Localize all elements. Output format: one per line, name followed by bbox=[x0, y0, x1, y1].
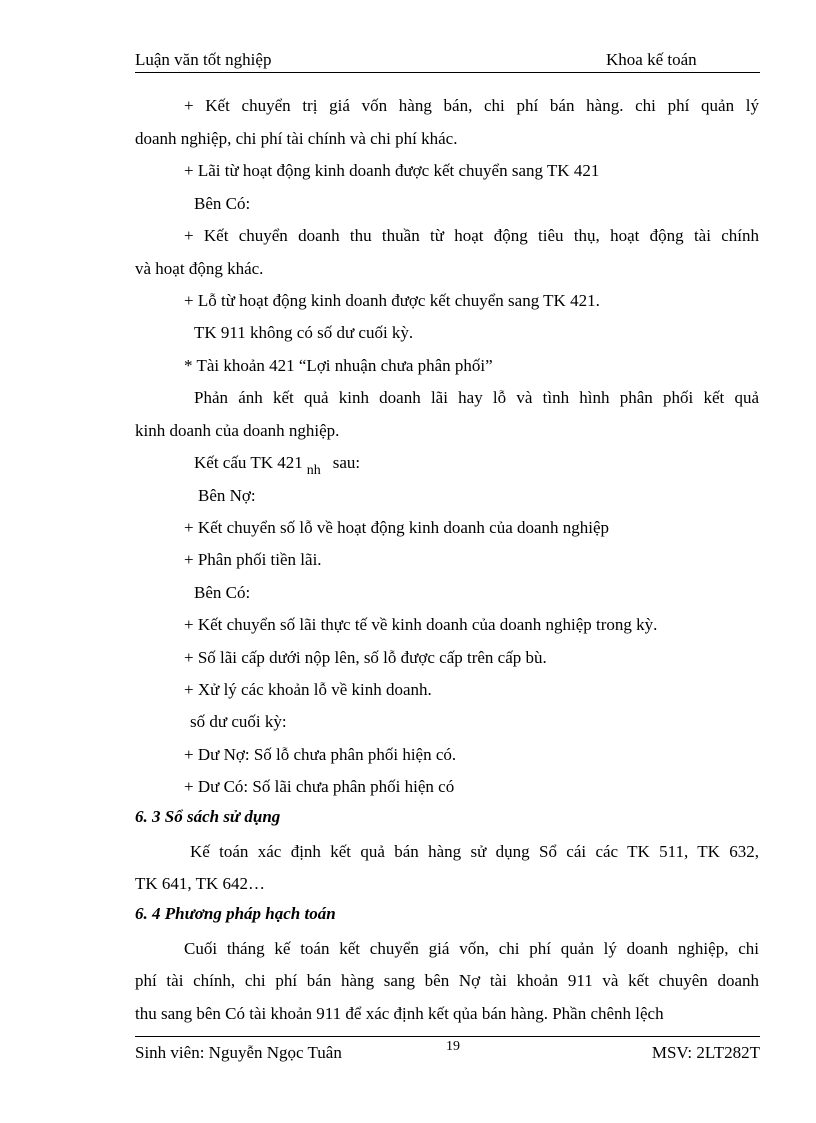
paragraph-line: + Kết chuyển số lỗ về hoạt động kinh doanh của doanh nghiệp bbox=[184, 518, 610, 537]
header-department-label: Khoa kế toán bbox=[606, 50, 697, 69]
section-heading: 6. 4 Phương pháp hạch toán bbox=[135, 904, 336, 923]
paragraph-line: doanh nghiệp, chi phí tài chính và chi phí khác. bbox=[135, 129, 458, 148]
paragraph-line: Kế toán xác định kết quả bán hàng sử dụng Sổ cái các TK 511, TK 632, bbox=[190, 842, 759, 861]
paragraph-line: + Số lãi cấp dưới nộp lên, số lỗ được cấp trên cấp bù. bbox=[184, 648, 547, 667]
subscript-fragment: nh bbox=[306, 463, 321, 478]
paragraph-line: thu sang bên Có tài khoản 911 để xác định kết qủa bán hàng. Phần chênh lệch bbox=[135, 1004, 664, 1023]
paragraph-line: Bên Có: bbox=[194, 583, 251, 602]
paragraph-line bbox=[135, 452, 816, 476]
paragraph-line: + Kết chuyển số lãi thực tế về kinh doanh của doanh nghiệp trong kỳ. bbox=[184, 615, 658, 634]
footer-student-name: Sinh viên: Nguyễn Ngọc Tuân bbox=[135, 1043, 342, 1062]
paragraph-line: Bên Nợ: bbox=[198, 486, 256, 505]
paragraph-line: phí tài chính, chi phí bán hàng sang bên Nợ tài khoản 911 và kết chuyên doanh bbox=[135, 971, 759, 990]
page-header bbox=[135, 50, 760, 73]
paragraph-line: + Dư Nợ: Số lỗ chưa phân phối hiện có. bbox=[184, 745, 457, 764]
paragraph-line: Bên Có: bbox=[194, 194, 251, 213]
paragraph-line: Cuối tháng kế toán kết chuyển giá vốn, chi phí quản lý doanh nghiệp, chi bbox=[184, 939, 759, 958]
paragraph-line: + Kết chuyển doanh thu thuần từ hoạt động tiêu thụ, hoạt động tài chính bbox=[184, 226, 759, 245]
paragraph-line: + Lỗ từ hoạt động kinh doanh được kết chuyển sang TK 421. bbox=[184, 291, 600, 310]
paragraph-line: và hoạt động khác. bbox=[135, 259, 264, 278]
section-heading: 6. 3 Sổ sách sử dụng bbox=[135, 807, 281, 826]
paragraph-line: + Dư Có: Số lãi chưa phân phối hiện có bbox=[184, 777, 455, 796]
paragraph-line: + Lãi từ hoạt động kinh doanh được kết chuyển sang TK 421 bbox=[184, 161, 600, 180]
paragraph-line: + Phân phối tiền lãi. bbox=[184, 550, 322, 569]
paragraph-line: TK 641, TK 642… bbox=[135, 874, 266, 893]
paragraph-line: + Kết chuyển trị giá vốn hàng bán, chi phí bán hàng. chi phí quản lý bbox=[184, 96, 759, 115]
page-footer bbox=[135, 1036, 760, 1062]
header-thesis-label: Luận văn tốt nghiệp bbox=[135, 50, 272, 69]
paragraph-line: + Xử lý các khoản lỗ về kinh doanh. bbox=[184, 680, 432, 699]
paragraph-line: kinh doanh của doanh nghiệp. bbox=[135, 421, 340, 440]
paragraph-line: * Tài khoản 421 “Lợi nhuận chưa phân phối” bbox=[184, 356, 493, 375]
footer-student-id: MSV: 2LT282T bbox=[651, 1043, 760, 1062]
paragraph-line: TK 911 không có số dư cuối kỳ. bbox=[194, 323, 414, 342]
structure-text: Kết cấu TK 421 bbox=[194, 453, 303, 472]
paragraph-line: Phản ánh kết quả kinh doanh lãi hay lỗ và tình hình phân phối kết quả bbox=[194, 388, 759, 407]
structure-text-tail: sau: bbox=[332, 453, 361, 472]
paragraph-line: số dư cuối kỳ: bbox=[190, 712, 287, 731]
page-number: 19 bbox=[446, 1039, 460, 1054]
